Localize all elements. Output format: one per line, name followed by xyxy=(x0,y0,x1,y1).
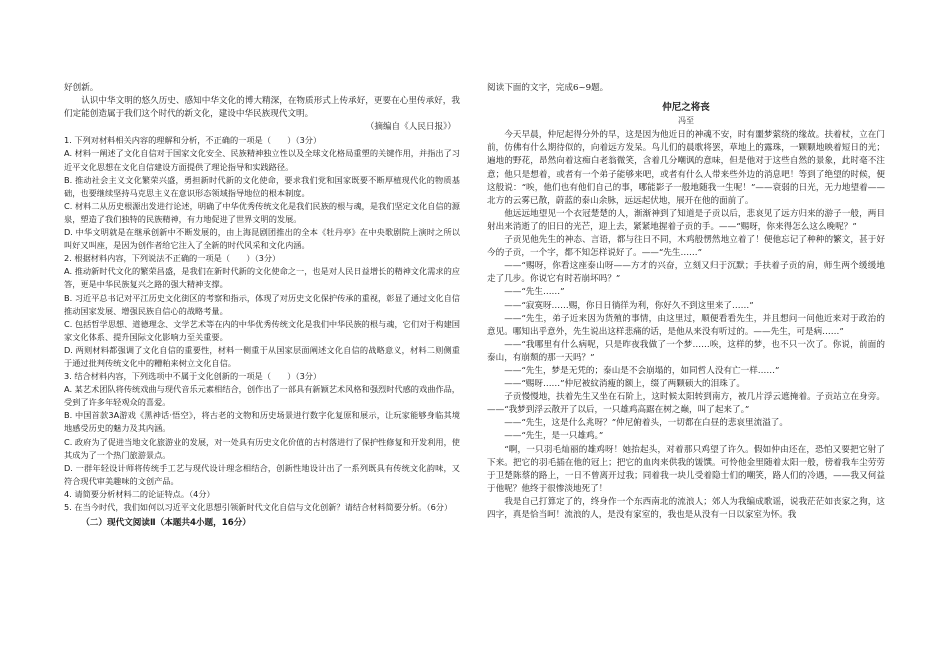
question-5-stem: 5. 在当今时代，我们如何以习近平文化思想引领新时代文化自信与文化创新？请结合材料简要分析。（6分） xyxy=(64,502,453,512)
option-d: D. 两则材料都强调了文化自信的重要性，材料一侧重于从国家层面阐述文化自信的战略意义，材料二则侧重于通过批判传统文化中的糟粕来树立文化自信。 xyxy=(64,344,460,368)
article-title: 仲尼之将丧 xyxy=(662,102,710,114)
option-c: C. 政府为了促进当地文化旅游业的发展，对一处具有历史文化价值的古村落进行了保护性修复和开发利用，使其成为了一个热门旅游景点。 xyxy=(64,436,460,460)
left-column xyxy=(64,82,460,530)
option-d: D. 中华文明就是在继承创新中不断发展的，由上海昆剧团推出的全本《牡丹亭》在中央歌剧院上演时之所以叫好又叫座，是因为创作者给它注入了全新的时代风采和文化内涵。 xyxy=(64,227,460,251)
reading-instruction: 阅读下面的文字，完成6~9题。 xyxy=(487,83,609,93)
story-paragraph: ——“先生，梦是无凭的；泰山是不会崩塌的，如同哲人没有亡一样……” xyxy=(504,365,780,376)
option-b: B. 中国首款3A游戏《黑神话·悟空》，将古老的文物和历史场景进行数字化复原和展示，让玩家能够身临其境地感受历史的魅力及其内涵。 xyxy=(64,410,460,434)
source-citation: （摘编自《人民日报》） xyxy=(365,122,456,133)
section-heading: （二）现代文阅读Ⅱ（本题共4小题，16分） xyxy=(81,518,251,529)
story-paragraph: 子贡见他先生的神态、言语，都与往日不同，木鸡般愣然地立着了！便他忘记了种种的繁文，甚于好今的子贡，一个字，都不知怎样说好了。——“先生……” xyxy=(487,235,885,259)
option-a: A. 推动新时代文化的繁荣昌盛，是我们在新时代新的文化使命之一，也是对人民日益增长的精神文化需求的应答，更是中华民族复兴之路的强大精神支撑。 xyxy=(64,266,460,290)
story-paragraph: ——“先生，这是什么兆呀？”仲尼俯着头，一切都在白昼的悲哀里流溢了。 xyxy=(504,418,788,429)
story-paragraph: ——“先生，是一只雄鸡。” xyxy=(504,431,604,442)
option-c: C. 包括哲学思想、道德理念、文学艺术等在内的中华优秀传统文化是我们中华民族的根与魂，它们对于构建国家文化体系、提升国际文化影响力至关重要。 xyxy=(64,318,460,342)
question-4-stem: 4. 请简要分析材料二的论证特点。（4分） xyxy=(64,488,215,499)
question-stem: 3. 结合材料内容，下列选项中不属于文化创新的一项是（ ）（3分） xyxy=(64,371,322,382)
option-a: A. 某艺术团队将传统戏曲与现代音乐元素相结合，创作出了一部具有新颖艺术风格和强烈时代感的戏曲作品，受到了许多年轻观众的喜爱。 xyxy=(64,384,460,408)
story-paragraph: 他远远地望见一个衣冠楚楚的人，渐渐神到了知道是子贡以后，悲哀见了远方归来的游子一般，两目射出来消逝了的旧日的光芒，迎上去，紧紧地握着子贡的手。——“赐呀，你来得怎么这么晚呢？” xyxy=(487,208,885,232)
story-paragraph: ——“寂寞呀……赐，你日日徜徉为利，你好久不到这里来了……” xyxy=(504,300,754,311)
story-paragraph: 我是自己打算定了的，终身作一个东西南北的流浪人；郊人为我编成歌谣，说我茫茫如丧家之狗，这四字，真是恰当呵！流浪的人，是没有家室的，我也是从没有一日以家室为怀。我 xyxy=(487,496,885,520)
story-paragraph: 今天早晨，仲尼起得分外的早，这是因为他近日的神魂不安，时有噩梦萦绕的缘故。扶着杖，立在门前，仿佛有什么期待似的，向着远方发呆。鸟儿们的晨歌将罢，草地上的露珠，一颗颗地映着短日的光；遍地的野花，昂然向着这痴白老翁微笑，含着几分嘲讽的意味，但是他对于这些自然的景象，此时毫不注意；他只是想着，或者有一个弟子能够来吧，或者有什么人带来些外边的消息吧！等到了绝望的时候，便这般说：“唉，他们也有他们自己的事，哪能影子一般地随我一生呢！”——衰弱的日光，无力地望着——北方的云雾已散，蔚蓝的泰山余脉，远远起伏地，展开在他的面前了。 xyxy=(487,130,885,206)
question-stem: 1. 下列对材料相关内容的理解和分析，不正确的一项是（ ）（3分） xyxy=(64,135,322,146)
story-paragraph: ——“先生，弟子近来因为货殖的事情，由这里过，顺便看看先生，并且想问一问他近来对于政治的意见。哪知出乎意外，先生说出这样悲痛的话，是他从来没有听过的。——先生，可是病……” xyxy=(487,313,885,337)
intro-end: 好创新。 xyxy=(64,83,99,93)
option-a: A. 材料一阐述了文化自信对于国家文化安全、民族精神独立性以及全球文化格局重塑的关键作用，并指出了习近平文化思想在文化自信建设方面提供了理论指导和实践路径。 xyxy=(64,148,460,172)
right-column xyxy=(487,82,885,522)
option-b: B. 习近平总书记对平江历史文化街区的考察和指示，体现了对历史文化保护传承的重视，彰显了通过文化自信推动国家发展、增强民族自信心的战略考量。 xyxy=(64,292,460,316)
story-paragraph: ——“赐呀，你看这座泰山呀——方才的兴奋，立刻又归于沉默；手扶着子贡的肩，师生两个缓缓地走了几步。你说它有时若崩坏吗？” xyxy=(487,261,885,285)
story-paragraph: ——“我哪里有什么病呢，只是昨夜我做了一个梦……唉，这样的梦，也不只一次了。你说，前面的泰山，有崩颓的那一天吗？” xyxy=(487,339,885,363)
question-3 xyxy=(64,370,460,488)
intro-paragraph: 认识中华文明的悠久历史、感知中华文化的博大精深，在物质形式上传承好，更要在心里传承好，我们定能创造属于我们这个时代的新文化，建设中华民族现代文明。 xyxy=(64,96,460,120)
option-c: C. 材料二从历史根源出发进行论述，明确了中华优秀传统文化是我们民族的根与魂，是我们坚定文化自信的源泉，塑造了我们独特的民族精神，有力地促进了世界文明的发展。 xyxy=(64,200,460,224)
story-paragraph: ——“赐呀……”仲尼被紋消瘦的额上，缀了两颗硕大的泪珠了。 xyxy=(504,379,746,390)
question-1 xyxy=(64,134,460,252)
story-paragraph: 子贡慢慢地，扶着先生又坐在石阶上，这时候太阳转到南方，被几片浮云遮掩着。子贡站立在身旁。——“我梦到浮云散开了以后，一只雄鸡高踞在树之巅，叫了起来了。” xyxy=(487,392,885,416)
question-2 xyxy=(64,252,460,370)
option-b: B. 推动社会主义文化繁荣兴盛，勇担新时代新的文化使命，要求我们党和国家既要不断厚植现代化的物质基础，也要继续坚持马克思主义在意识形态领域指导地位的根本制度。 xyxy=(64,174,460,198)
article-author: 冯至 xyxy=(678,116,694,126)
option-d: D. 一群年轻设计师将传统手工艺与现代设计理念相结合，创新性地设计出了一系列既具有传统文化韵味，又符合现代审美趣味的文创产品。 xyxy=(64,462,460,486)
story-paragraph: “啊，一只羽毛灿丽的雄鸡呀！她抬起头，对着那只鸡望了许久。假如仲由还在，恐怕又要把它射了下来。把它的羽毛插在他的冠上；把它的血肉来供我的馐馔。可怜他金里随着太阳一般，徬着我车尘劳劳于卫楚陈蔡的路上，一日不曾离开过我；同着我一块儿受着隐士们的嘲笑，路人们的冷遇，——我又何益于他呢？他终于很惨淡地死了！ xyxy=(487,444,885,494)
question-4-5 xyxy=(64,488,460,514)
question-stem: 2. 根据材料内容，下列说法不正确的一项是（ ）（3分） xyxy=(64,253,281,264)
story-paragraph: ——“先生……” xyxy=(504,287,565,298)
